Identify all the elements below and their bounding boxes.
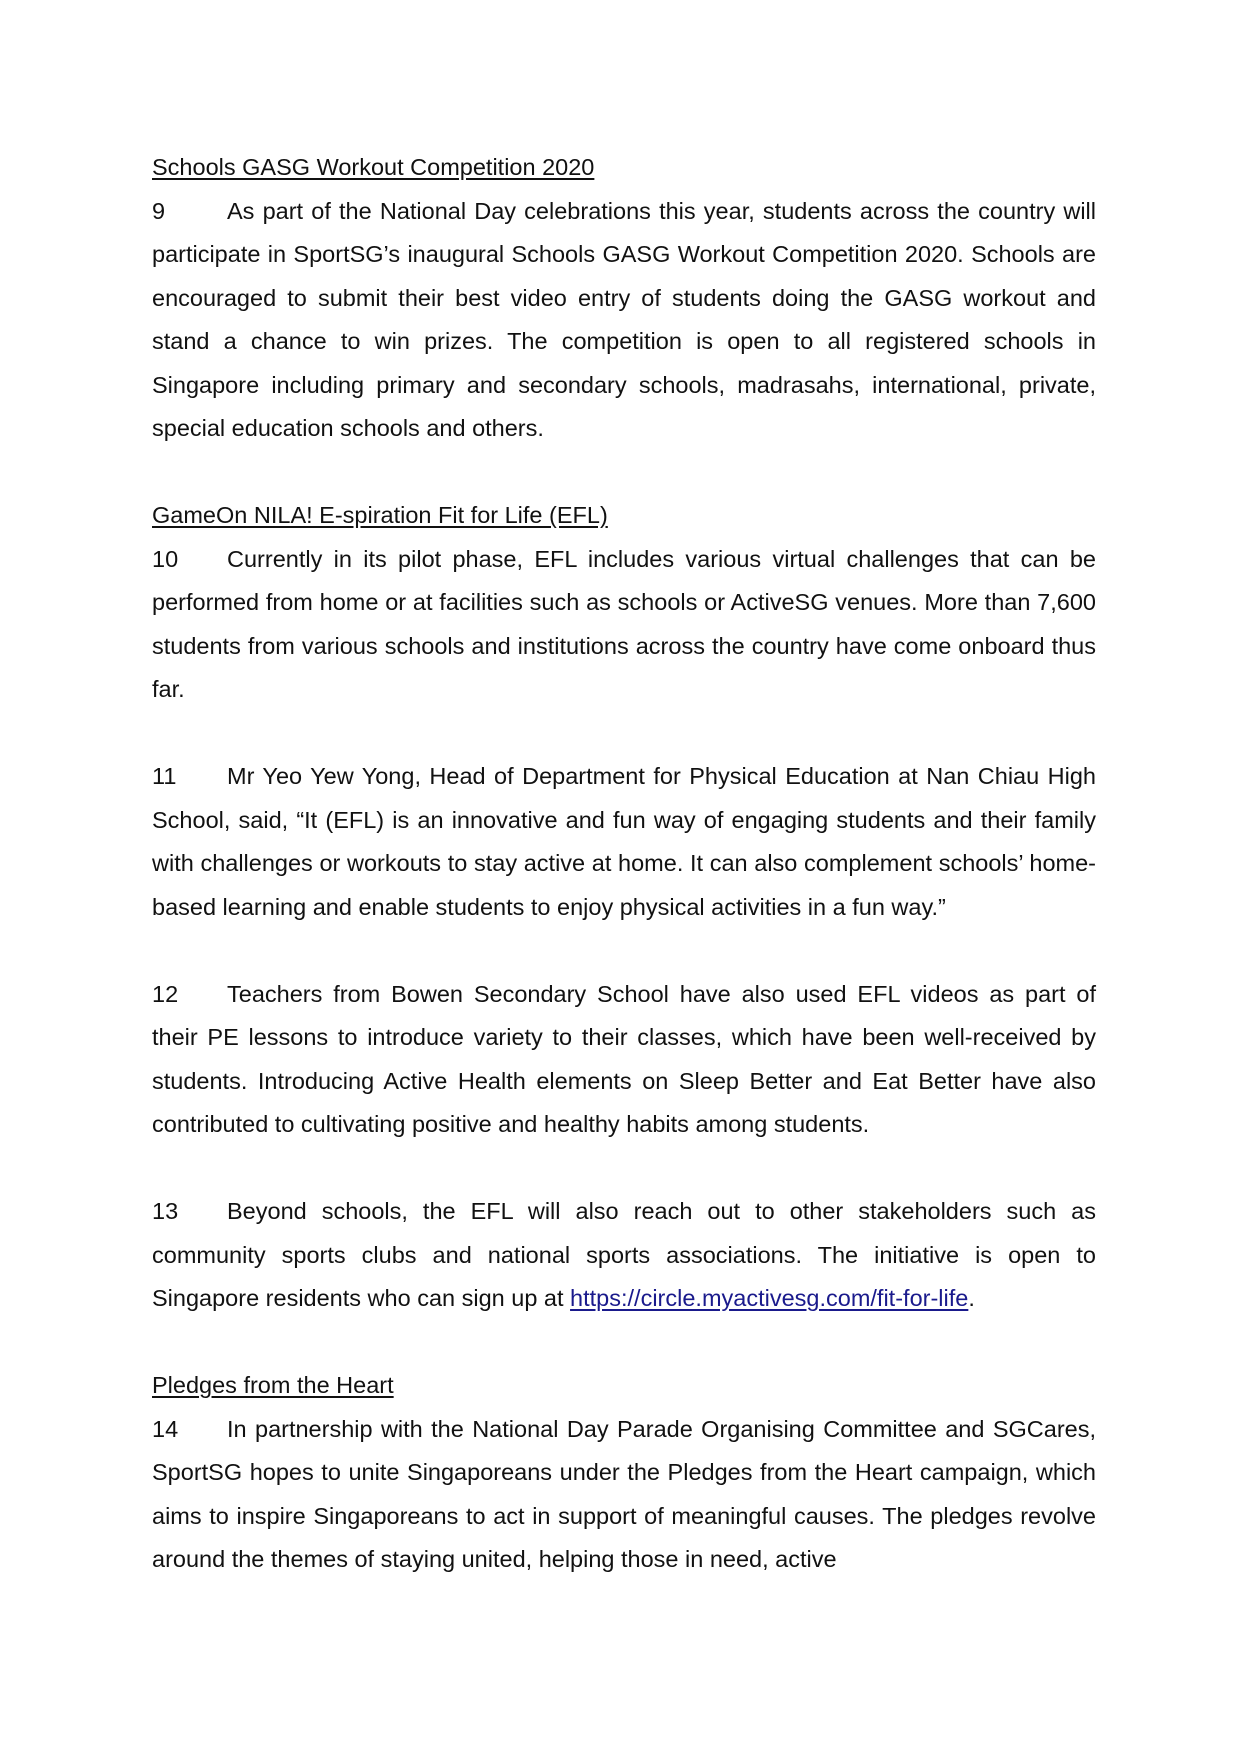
paragraph-text: Beyond schools, the EFL will also reach out to other stakeholders such as community sports clubs and national sports associations. The initiative is open to Singapore residents who can sign up at	[152, 1198, 1096, 1311]
paragraph-spacer	[152, 1321, 1096, 1365]
paragraph-number: 11	[152, 763, 177, 789]
paragraph-text: Mr Yeo Yew Yong, Head of Department for Physical Education at Nan Chiau High School, said, “It (EFL) is an innovative and fun way of engaging students and their family with challenges or workouts to stay active at home. It can also complement schools’ home-based learning and enable students to enjoy physical activities in a fun way.”	[152, 763, 1096, 920]
paragraph-10	[152, 538, 1096, 712]
paragraph-14	[152, 1408, 1096, 1582]
section-heading: Pledges from the Heart	[152, 1372, 394, 1398]
paragraph-number: 13	[152, 1198, 179, 1224]
paragraph-spacer	[152, 1147, 1096, 1191]
paragraph-spacer	[152, 451, 1096, 495]
paragraph-text: As part of the National Day celebrations this year, students across the country will participate in SportSG’s inaugural Schools GASG Workout Competition 2020. Schools are encouraged to submit their best video entry of students doing the GASG workout and stand a chance to win prizes. The competition is open to all registered schools in Singapore including primary and secondary schools, madrasahs, international, private, special education schools and others.	[152, 197, 1096, 441]
section-heading: GameOn NILA! E-spiration Fit for Life (EFL)	[152, 502, 608, 528]
paragraph-number: 10	[152, 545, 179, 572]
paragraph-spacer	[152, 712, 1096, 756]
paragraph-text: Currently in its pilot phase, EFL includes various virtual challenges that can be performed from home or at facilities such as schools or ActiveSG venues. More than 7,600 students from various schools and institutions across the country have come onboard thus far.	[152, 545, 1096, 702]
paragraph-13	[152, 1190, 1096, 1321]
paragraph-spacer	[152, 929, 1096, 973]
paragraph-number: 12	[152, 980, 179, 1007]
paragraph-text-end: .	[968, 1285, 975, 1311]
section-heading: Schools GASG Workout Competition 2020	[152, 154, 595, 180]
document-page	[152, 146, 1096, 1582]
fit-for-life-link[interactable]: https://circle.myactivesg.com/fit-for-life	[570, 1285, 969, 1311]
paragraph-text: Teachers from Bowen Secondary School have also used EFL videos as part of their PE lessons to introduce variety to their classes, which have been well-received by students. Introducing Active Health elements on Sleep Better and Eat Better have also contributed to cultivating positive and healthy habits among students.	[152, 980, 1096, 1137]
paragraph-11	[152, 755, 1096, 929]
paragraph-number: 14	[152, 1415, 179, 1442]
paragraph-text: In partnership with the National Day Parade Organising Committee and SGCares, SportSG hopes to unite Singaporeans under the Pledges from the Heart campaign, which aims to inspire Singaporeans to act in support of meaningful causes. The pledges revolve around the themes of staying united, helping those in need, active	[152, 1415, 1096, 1572]
paragraph-12	[152, 973, 1096, 1147]
paragraph-9	[152, 190, 1096, 451]
paragraph-number: 9	[152, 197, 166, 224]
